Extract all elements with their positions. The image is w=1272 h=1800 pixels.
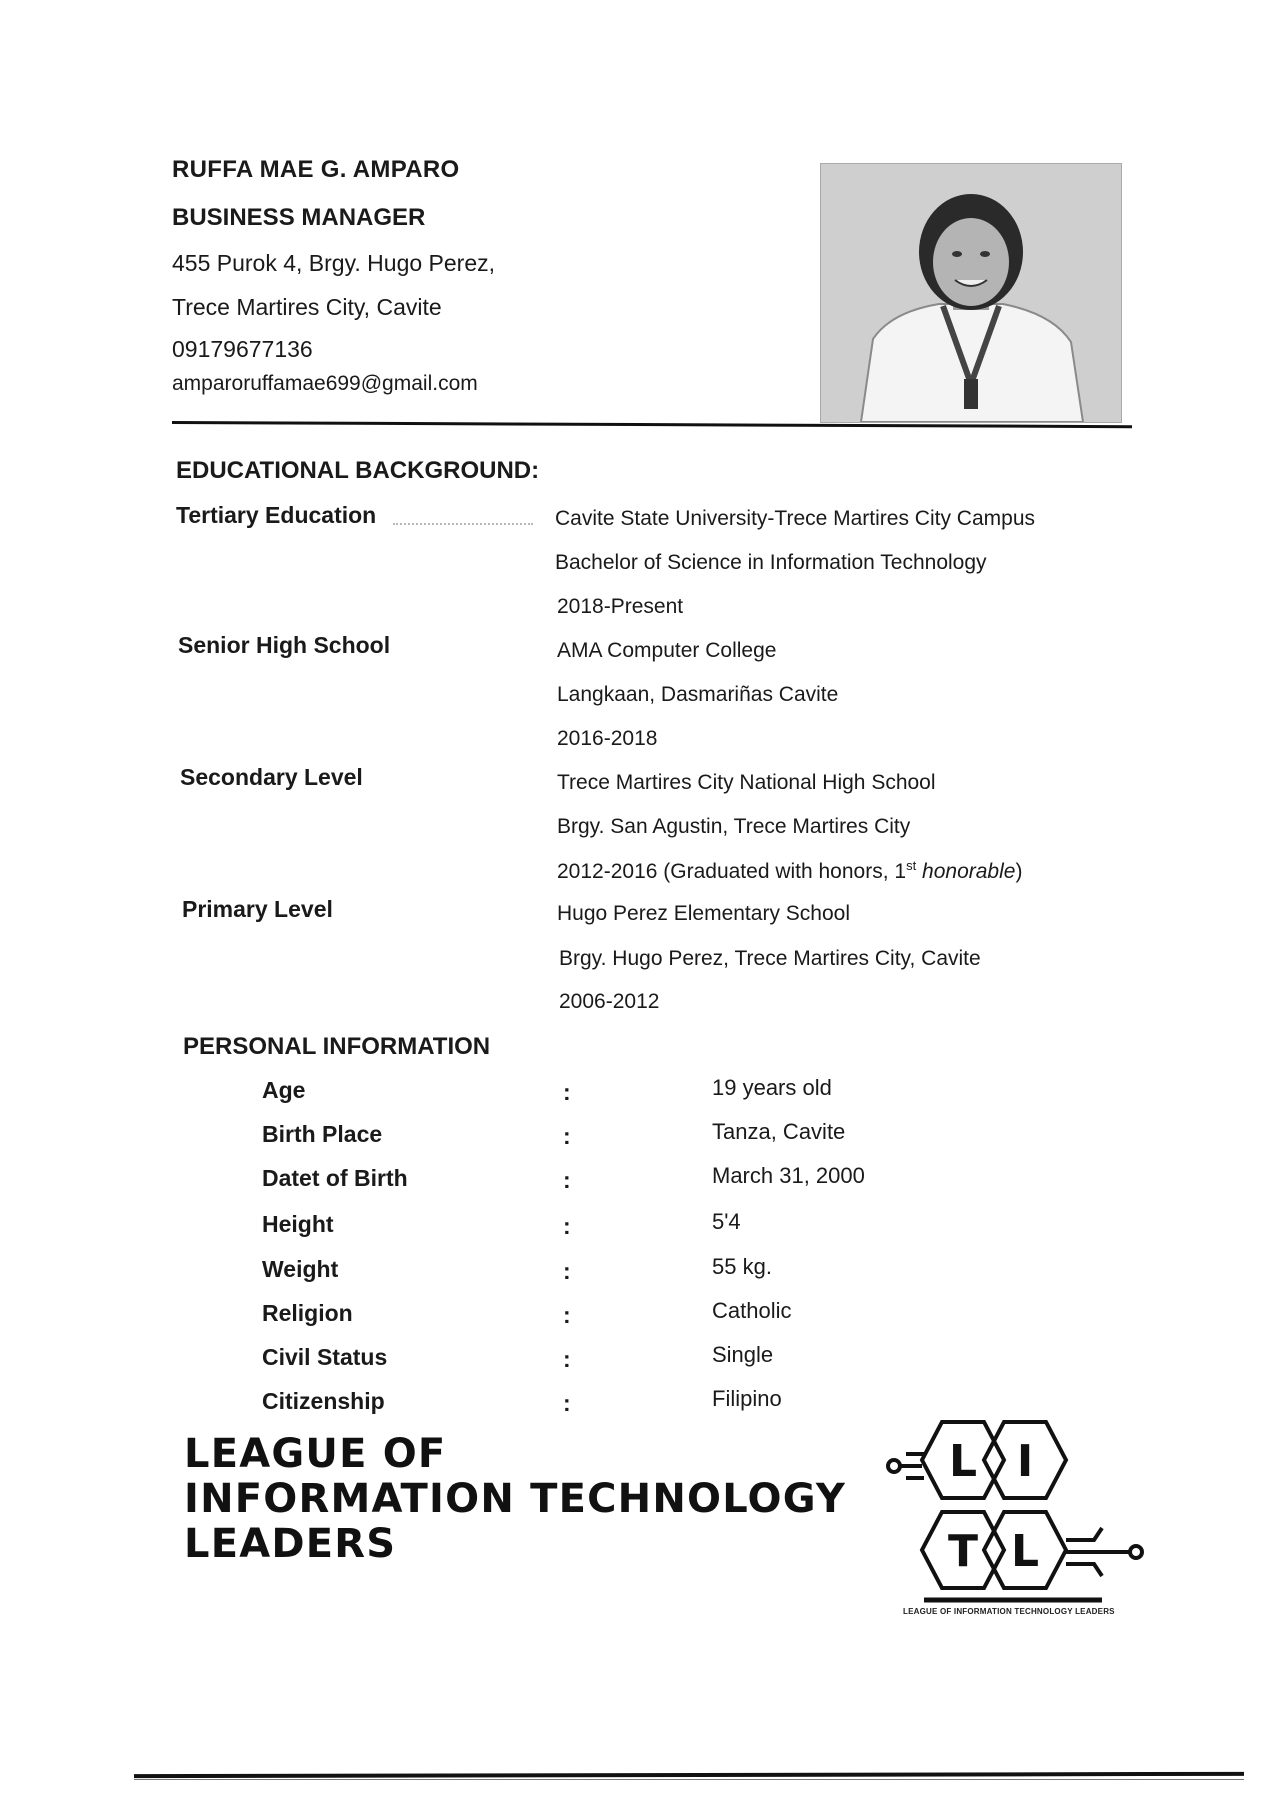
personal-info-label: Citizenship [262, 1388, 385, 1414]
bottom-divider [134, 1772, 1244, 1778]
personal-info-label: Weight [262, 1256, 339, 1282]
personal-info-colon: : [563, 1302, 571, 1328]
education-heading: EDUCATIONAL BACKGROUND: [176, 457, 540, 484]
org-line-2: INFORMATION TECHNOLOGY [184, 1476, 847, 1522]
senior-high-location: Langkaan, Dasmariñas Cavite [557, 683, 839, 706]
primary-label: Primary Level [182, 896, 333, 922]
logo-letter-l2: L [1010, 1526, 1040, 1577]
litl-logo [884, 1414, 1148, 1620]
personal-info-value: Single [712, 1342, 774, 1367]
honor-superscript: st [906, 858, 917, 873]
organization-title [184, 1432, 846, 1567]
primary-location: Brgy. Hugo Perez, Trece Martires City, Cavite [559, 947, 981, 970]
leader-dots [393, 523, 533, 525]
personal-info-value: 5'4 [712, 1209, 741, 1234]
personal-info-label: Religion [262, 1300, 353, 1326]
personal-info-colon: : [563, 1346, 571, 1372]
tertiary-years: 2018-Present [557, 595, 684, 618]
applicant-name: RUFFA MAE G. AMPARO [172, 156, 460, 183]
personal-info-value: Catholic [712, 1298, 792, 1323]
secondary-label: Secondary Level [180, 764, 363, 790]
personal-info-label: Age [262, 1077, 306, 1103]
personal-info-value: 55 kg. [712, 1254, 772, 1279]
address-line-2: Trece Martires City, Cavite [172, 294, 442, 320]
personal-info-label: Datet of Birth [262, 1165, 408, 1191]
profile-photo [820, 163, 1122, 423]
personal-info-value: Tanza, Cavite [712, 1119, 846, 1144]
personal-info-colon: : [563, 1258, 571, 1284]
personal-info-value: 19 years old [712, 1075, 832, 1100]
personal-info-value: Filipino [712, 1386, 782, 1411]
org-line-1: LEAGUE OF [184, 1431, 447, 1477]
personal-info-heading: PERSONAL INFORMATION [183, 1033, 491, 1060]
personal-info-colon: : [563, 1167, 571, 1193]
address-line-1: 455 Purok 4, Brgy. Hugo Perez, [172, 250, 496, 276]
email-address: amparoruffamae699@gmail.com [172, 372, 478, 395]
personal-info-colon: : [563, 1079, 571, 1105]
bottom-divider-thin [134, 1779, 1244, 1780]
personal-info-label: Civil Status [262, 1344, 388, 1370]
logo-letter-l1: L [948, 1436, 978, 1487]
senior-high-years: 2016-2018 [557, 727, 658, 750]
secondary-location: Brgy. San Agustin, Trece Martires City [557, 815, 911, 838]
applicant-position: BUSINESS MANAGER [172, 204, 426, 231]
primary-school: Hugo Perez Elementary School [557, 902, 850, 925]
tertiary-label: Tertiary Education [176, 502, 377, 528]
logo-letter-t: T [947, 1526, 979, 1577]
senior-high-label: Senior High School [178, 632, 391, 658]
personal-info-label: Height [262, 1211, 334, 1237]
honor-text: honorable [922, 860, 1016, 883]
senior-high-school: AMA Computer College [557, 639, 777, 662]
phone-number: 09179677136 [172, 336, 313, 362]
tertiary-degree: Bachelor of Science in Information Technology [555, 551, 987, 574]
personal-info-colon: : [563, 1213, 571, 1239]
personal-info-label: Birth Place [262, 1121, 383, 1147]
honor-close: ) [1015, 860, 1023, 883]
tertiary-school: Cavite State University-Trece Martires City Campus [555, 507, 1036, 530]
secondary-years [557, 858, 1022, 884]
org-line-3: LEADERS [184, 1521, 397, 1567]
personal-info-colon: : [563, 1123, 571, 1149]
secondary-school: Trece Martires City National High School [557, 771, 936, 794]
primary-years: 2006-2012 [559, 990, 660, 1013]
logo-letter-i: I [1016, 1436, 1034, 1487]
personal-info-colon: : [563, 1390, 571, 1416]
personal-info-value: March 31, 2000 [712, 1163, 865, 1188]
secondary-years-text: 2012-2016 (Graduated with honors, 1 [557, 860, 907, 883]
logo-caption: LEAGUE OF INFORMATION TECHNOLOGY LEADERS [903, 1607, 1115, 1616]
